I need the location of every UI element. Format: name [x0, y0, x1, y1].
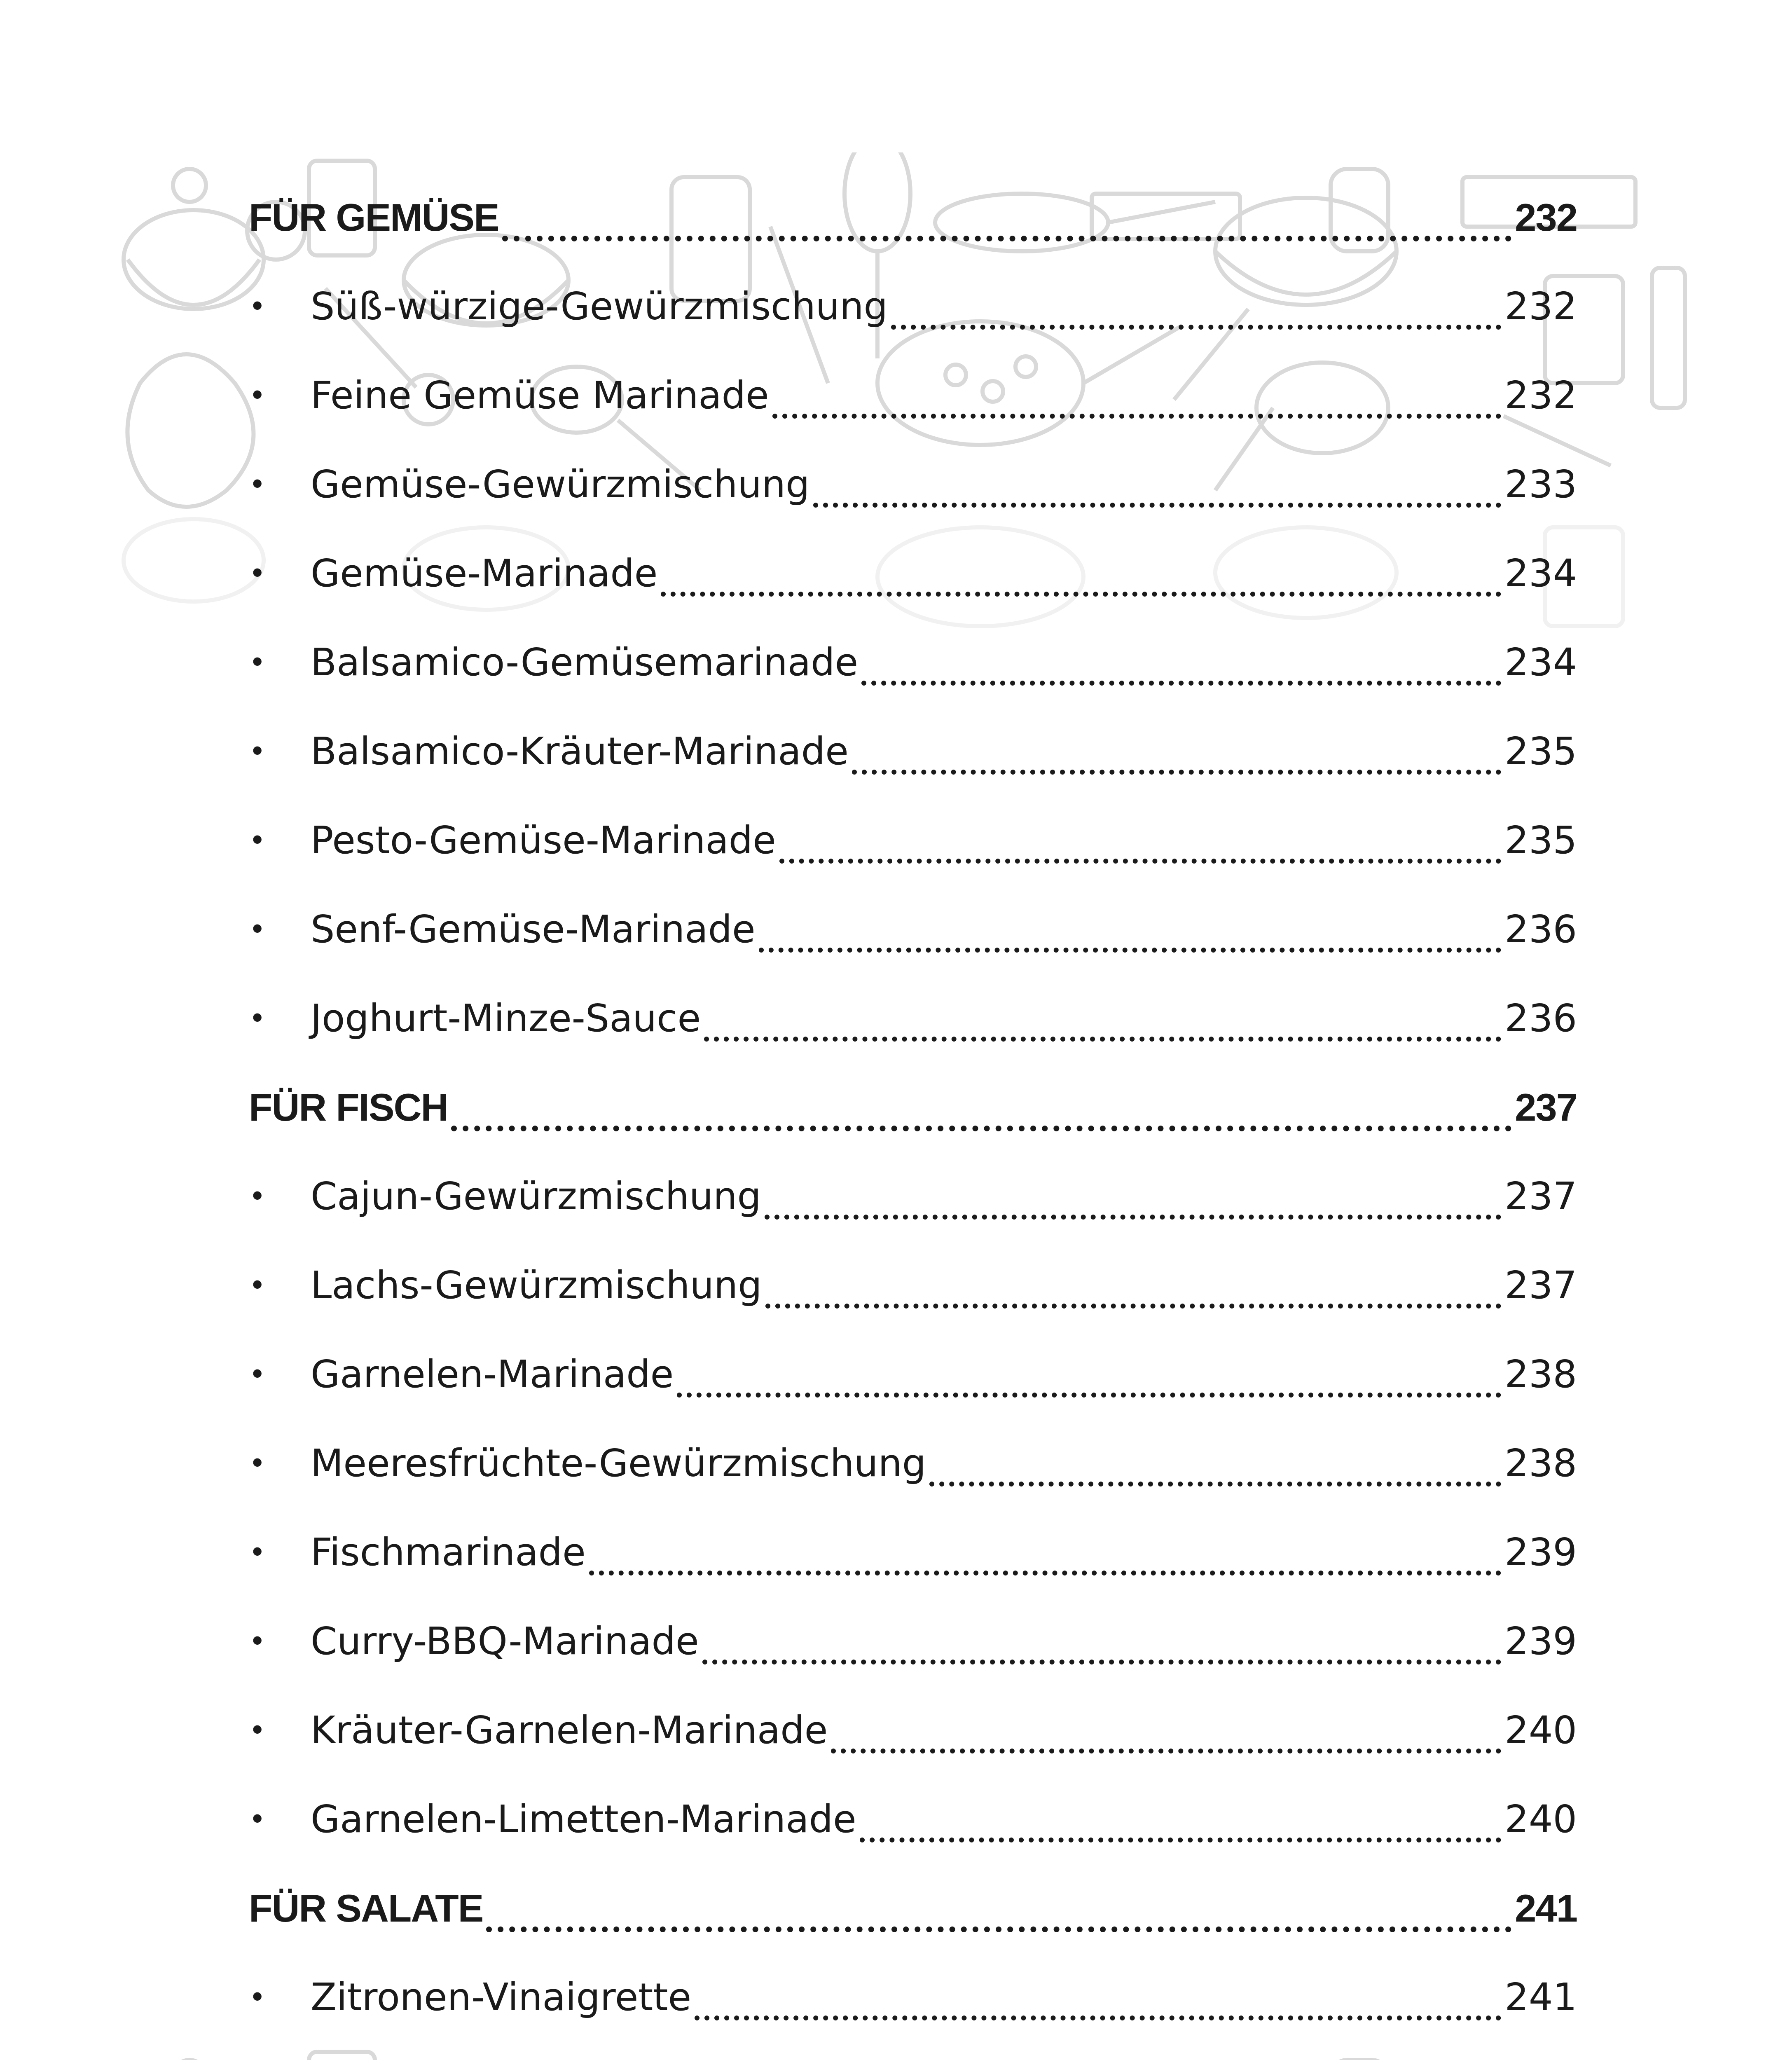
dot-leader [860, 1838, 1502, 1842]
entry-page-number: 234 [1504, 640, 1577, 684]
dot-leader [779, 859, 1502, 864]
entry-title: Kräuter-Garnelen-Marinade [311, 1708, 828, 1752]
section-page-number: 232 [1515, 196, 1577, 239]
toc-section-heading[interactable] [249, 173, 1577, 262]
entry-title: Pesto-Gemüse-Marinade [311, 818, 776, 862]
toc-entry[interactable] [249, 885, 1577, 974]
entry-page-number: 239 [1504, 1619, 1577, 1663]
toc-entry[interactable] [249, 1775, 1577, 1864]
toc-entry[interactable] [249, 1508, 1577, 1597]
toc-entry[interactable] [249, 1241, 1577, 1330]
entry-title: Cajun-Gewürzmischung [311, 1174, 761, 1218]
dot-leader [861, 681, 1501, 686]
entry-page-number: 236 [1504, 907, 1577, 951]
entry-title: Balsamico-Kräuter-Marinade [311, 729, 849, 773]
toc-entry[interactable] [249, 974, 1577, 1063]
dot-leader [852, 770, 1502, 775]
toc-entry[interactable] [249, 1419, 1577, 1508]
bullet-icon: • [249, 1447, 266, 1480]
toc-entry[interactable] [249, 529, 1577, 618]
entry-title: Süß-würzige-Gewürzmischung [311, 284, 888, 328]
entry-title: Joghurt-Minze-Sauce [311, 996, 701, 1040]
dot-leader [589, 1571, 1502, 1575]
entry-page-number: 240 [1504, 1797, 1577, 1841]
bullet-icon: • [249, 1180, 266, 1213]
entry-title: Meeresfrüchte-Gewürzmischung [311, 1441, 926, 1485]
entry-title: Gemüse-Marinade [311, 551, 658, 595]
bullet-icon: • [249, 290, 266, 323]
bullet-icon: • [249, 1714, 266, 1747]
toc-entry[interactable] [249, 2042, 1577, 2060]
entry-title: Gemüse-Gewürzmischung [311, 462, 810, 506]
bullet-icon: • [249, 468, 266, 501]
dot-leader [929, 1482, 1501, 1486]
toc-entry[interactable] [249, 1953, 1577, 2042]
toc-entry[interactable] [249, 796, 1577, 885]
section-page-number: 241 [1515, 1887, 1577, 1930]
section-title: FÜR GEMÜSE [249, 196, 499, 239]
toc-section-heading[interactable] [249, 1063, 1577, 1152]
section-page-number: 237 [1515, 1086, 1577, 1129]
entry-title: Garnelen-Marinade [311, 1352, 674, 1396]
bullet-icon: • [249, 379, 266, 412]
entry-page-number: 232 [1504, 284, 1577, 328]
bullet-icon: • [249, 1802, 266, 1836]
bullet-icon: • [249, 1002, 266, 1035]
bullet-icon: • [249, 1625, 266, 1658]
bullet-icon: • [249, 557, 266, 590]
entry-title: Curry-BBQ-Marinade [311, 1619, 699, 1663]
bullet-icon: • [249, 1980, 266, 2014]
bullet-icon: • [249, 646, 266, 679]
toc-entry[interactable] [249, 1330, 1577, 1419]
entry-page-number: 237 [1504, 1174, 1577, 1218]
entry-title: Lachs-Gewürzmischung [311, 1263, 762, 1307]
dot-leader [765, 1215, 1501, 1220]
entry-page-number: 237 [1504, 1263, 1577, 1307]
toc-entry[interactable] [249, 1152, 1577, 1241]
entry-title: Feine Gemüse Marinade [311, 373, 769, 417]
dot-leader [759, 948, 1502, 953]
entry-title: Zitronen-Vinaigrette [311, 1975, 692, 2019]
dot-leader [704, 1037, 1501, 1042]
table-of-contents [249, 173, 1577, 2060]
bullet-icon: • [249, 1269, 266, 1302]
toc-entry[interactable] [249, 707, 1577, 796]
dot-leader [451, 1126, 1511, 1131]
dot-leader [765, 1304, 1502, 1309]
dot-leader [772, 414, 1502, 419]
entry-page-number: 238 [1504, 1352, 1577, 1396]
entry-title: Fischmarinade [311, 1530, 586, 1574]
bullet-icon: • [249, 824, 266, 857]
section-title: FÜR SALATE [249, 1887, 483, 1930]
entry-page-number: 239 [1504, 1530, 1577, 1574]
dot-leader [502, 236, 1511, 241]
toc-entry[interactable] [249, 618, 1577, 707]
toc-entry[interactable] [249, 440, 1577, 529]
dot-leader [677, 1393, 1501, 1398]
dot-leader [702, 1660, 1502, 1664]
dot-leader [661, 592, 1501, 597]
entry-page-number: 234 [1504, 551, 1577, 595]
dot-leader [813, 503, 1502, 508]
entry-page-number: 241 [1504, 1975, 1577, 2019]
bullet-icon: • [249, 735, 266, 768]
entry-page-number: 240 [1504, 1708, 1577, 1752]
entry-title: Garnelen-Limetten-Marinade [311, 1797, 856, 1841]
entry-page-number: 232 [1504, 373, 1577, 417]
dot-leader [891, 325, 1501, 330]
toc-section-heading[interactable] [249, 1864, 1577, 1953]
bullet-icon: • [249, 1536, 266, 1569]
entry-page-number: 233 [1504, 462, 1577, 506]
section-title: FÜR FISCH [249, 1086, 448, 1129]
dot-leader [831, 1749, 1501, 1753]
toc-entry[interactable] [249, 1597, 1577, 1686]
entry-title: Balsamico-Gemüsemarinade [311, 640, 859, 684]
bullet-icon: • [249, 913, 266, 946]
entry-page-number: 235 [1504, 818, 1577, 862]
entry-title: Senf-Gemüse-Marinade [311, 907, 756, 951]
toc-entry[interactable] [249, 1686, 1577, 1775]
entry-page-number: 238 [1504, 1441, 1577, 1485]
entry-page-number: 236 [1504, 996, 1577, 1040]
bullet-icon: • [249, 1358, 266, 1391]
entry-page-number: 235 [1504, 729, 1577, 773]
dot-leader [486, 1927, 1511, 1932]
dot-leader [695, 2016, 1501, 2020]
toc-entry[interactable] [249, 262, 1577, 351]
toc-entry[interactable] [249, 351, 1577, 440]
